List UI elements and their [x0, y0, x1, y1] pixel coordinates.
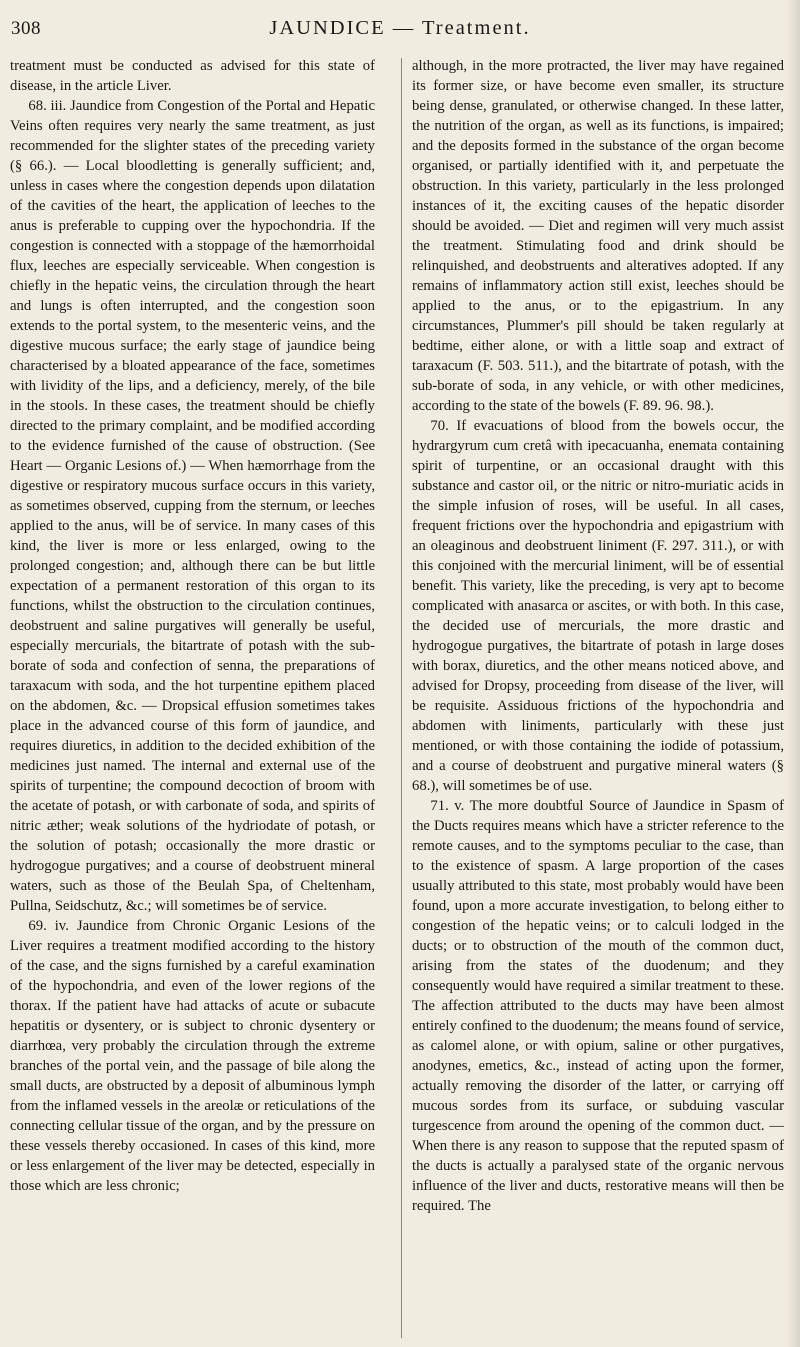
page-header — [0, 0, 800, 48]
running-title: JAUNDICE — Treatment. — [269, 17, 531, 39]
left-column — [10, 56, 375, 1196]
page-edge-shadow — [786, 0, 800, 1347]
paragraph: treatment must be conducted as advised for this state of disease, in the article Liver. — [10, 58, 375, 94]
column-divider — [401, 58, 402, 1338]
paragraph: 68. iii. Jaundice from Congestion of the Portal and Hepatic Veins often requires very nearly the same treatment, as just recommended for the slighter states of the preceding variety (§ 66.). — Local bloodletting is generally sufficient; and, unless in cases where the congestion depends upon dilatation of the cavities of the heart, the application of leeches to the anus is preferable to cupping over the hypochondria. If the congestion is connected with a stoppage of the hæmorrhoidal flux, leeches are especially serviceable. When congestion is chiefly in the hepatic veins, the circulation through the heart and lungs is often interrupted, and the congestion soon extends to the portal system, to the mesenteric veins, and the digestive mucous surface; the early stage of jaundice being characterised by a bloated appearance of the face, sometimes with lividity of the lips, and a deficiency, merely, of the bile in the stools. In these cases, the treatment should be chiefly directed to the primary complaint, and be modified according to the evidence furnished of the cause of obstruction. (See Heart — Organic Lesions of.) — When hæmorrhage from the digestive or respiratory mucous surface occurs in this variety, as sometimes observed, cupping from the sternum, or leeches applied to the anus, will be of service. In many cases of this kind, the liver is more or less enlarged, owing to the prolonged congestion; and, although there can be but little expectation of a permanent restoration of this organ to its functions, whilst the obstruction to the circulation continues, deobstruent and saline purgatives will generally be useful, especially mercurials, the bitartrate of potash with the sub-borate of soda and confection of senna, the preparations of taraxacum with soda, and the hot turpentine epithem placed on the abdomen, &c. — Dropsical effusion sometimes takes place in the advanced course of this form of jaundice, and requires diuretics, in addition to the decided exhibition of the medicines just named. The internal and external use of the spirits of turpentine; the compound decoction of broom with the acetate of potash, or with carbonate of soda, and spirits of nitric æther; weak solutions of the hydriodate of potash, or the solution of potash; occasionally the more drastic or hydrogogue purgatives; and a course of deobstruent mineral waters, such as those of the Beulah Spa, of Cheltenham, Pullna, Seidschutz, &c.; will sometimes be of service. — [10, 98, 375, 914]
page-number: 308 — [11, 18, 41, 39]
paragraph: 71. v. The more doubtful Source of Jaundice in Spasm of the Ducts requires means which have a stricter reference to the remote causes, and to the symptoms peculiar to the case, than to the existence of spasm. A large proportion of the cases usually attributed to this state, most probably would have been found, upon a more accurate investigation, to belong either to congestion of the hepatic veins; or to calculi lodged in the ducts; or to obstruction of the mouth of the common duct, arising from the states of the duodenum; and they consequently would have required a similar treatment to these. The affection attributed to the ducts may have been almost entirely confined to the duodenum; the means found of service, as calomel alone, or with opium, saline or other purgatives, anodynes, emetics, &c., instead of acting upon the former, actually removing the disorder of the latter, or carrying off mucous sordes from its surface, or subduing vascular turgescence from around the opening of the common duct. — When there is any reason to suppose that the reputed spasm of the ducts is actually a paralysed state of the organic nervous influence of the liver and ducts, restorative means will then be required. The — [412, 798, 784, 1214]
paragraph: although, in the more protracted, the liver may have regained its former size, or have become even smaller, its structure being dense, granulated, or otherwise changed. In these latter, the nutrition of the organ, as well as its functions, is impaired; and the deposits formed in the substance of the organ become organised, or partially identified with it, and perpetuate the obstruction. In this variety, particularly in the less prolonged instances of it, the exciting causes of the hepatic disorder should be avoided. — Diet and regimen will very much assist the treatment. Stimulating food and drink should be relinquished, and deobstruents and alteratives adopted. If any remains of inflammatory action still exist, leeches should be applied to the anus, or to the epigastrium. In any circumstances, Plummer's pill should be taken regularly at bedtime, either alone, or with a little soap and extract of taraxacum (F. 503. 511.), and the bitartrate of potash, with the sub-borate of soda, in any vehicle, or with other medicines, according to the state of the bowels (F. 89. 96. 98.). — [412, 58, 784, 414]
paragraph: 69. iv. Jaundice from Chronic Organic Lesions of the Liver requires a treatment modified according to the history of the case, and the signs furnished by a careful examination of the hypochondria, and even of the lower regions of the thorax. If the patient have had attacks of acute or subacute hepatitis or dysentery, or is subject to chronic dysentery or diarrhœa, very probably the circulation through the extreme branches of the portal vein, and the passage of bile along the small ducts, are obstructed by a deposit of albuminous lymph from the inflamed vessels in the areolæ or reticulations of the connecting cellular tissue of the organ, and by the pressure on these vessels thereby occasioned. In cases of this kind, more or less enlargement of the liver may be detected, especially in those which are less chronic; — [10, 918, 375, 1194]
paragraph: 70. If evacuations of blood from the bowels occur, the hydrargyrum cum cretâ with ipecacuanha, enemata containing spirit of turpentine, or an occasional draught with this substance and castor oil, or the nitric or nitro-muriatic acids in the simple infusion of roses, will be useful. In all cases, frequent frictions over the hypochondria and epigastrium with an oleaginous and deobstruent liniment (F. 297. 311.), or with this conjoined with the mercurial liniment, will be of essential benefit. This variety, like the preceding, is very apt to become complicated with anasarca or ascites, or with both. In this case, the decided use of mercurials, the more drastic and hydrogogue purgatives, the bitartrate of potash in large doses with borax, diuretics, and the other means noticed above, and advised for Dropsy, proceeding from disease of the liver, will be requisite. Assiduous frictions of the hypochondria and abdomen with liniments, particularly with these just mentioned, or with those containing the iodide of potassium, and a course of deobstruent and purgative mineral waters (§ 68.), will sometimes be of use. — [412, 418, 784, 794]
right-column — [412, 56, 784, 1216]
